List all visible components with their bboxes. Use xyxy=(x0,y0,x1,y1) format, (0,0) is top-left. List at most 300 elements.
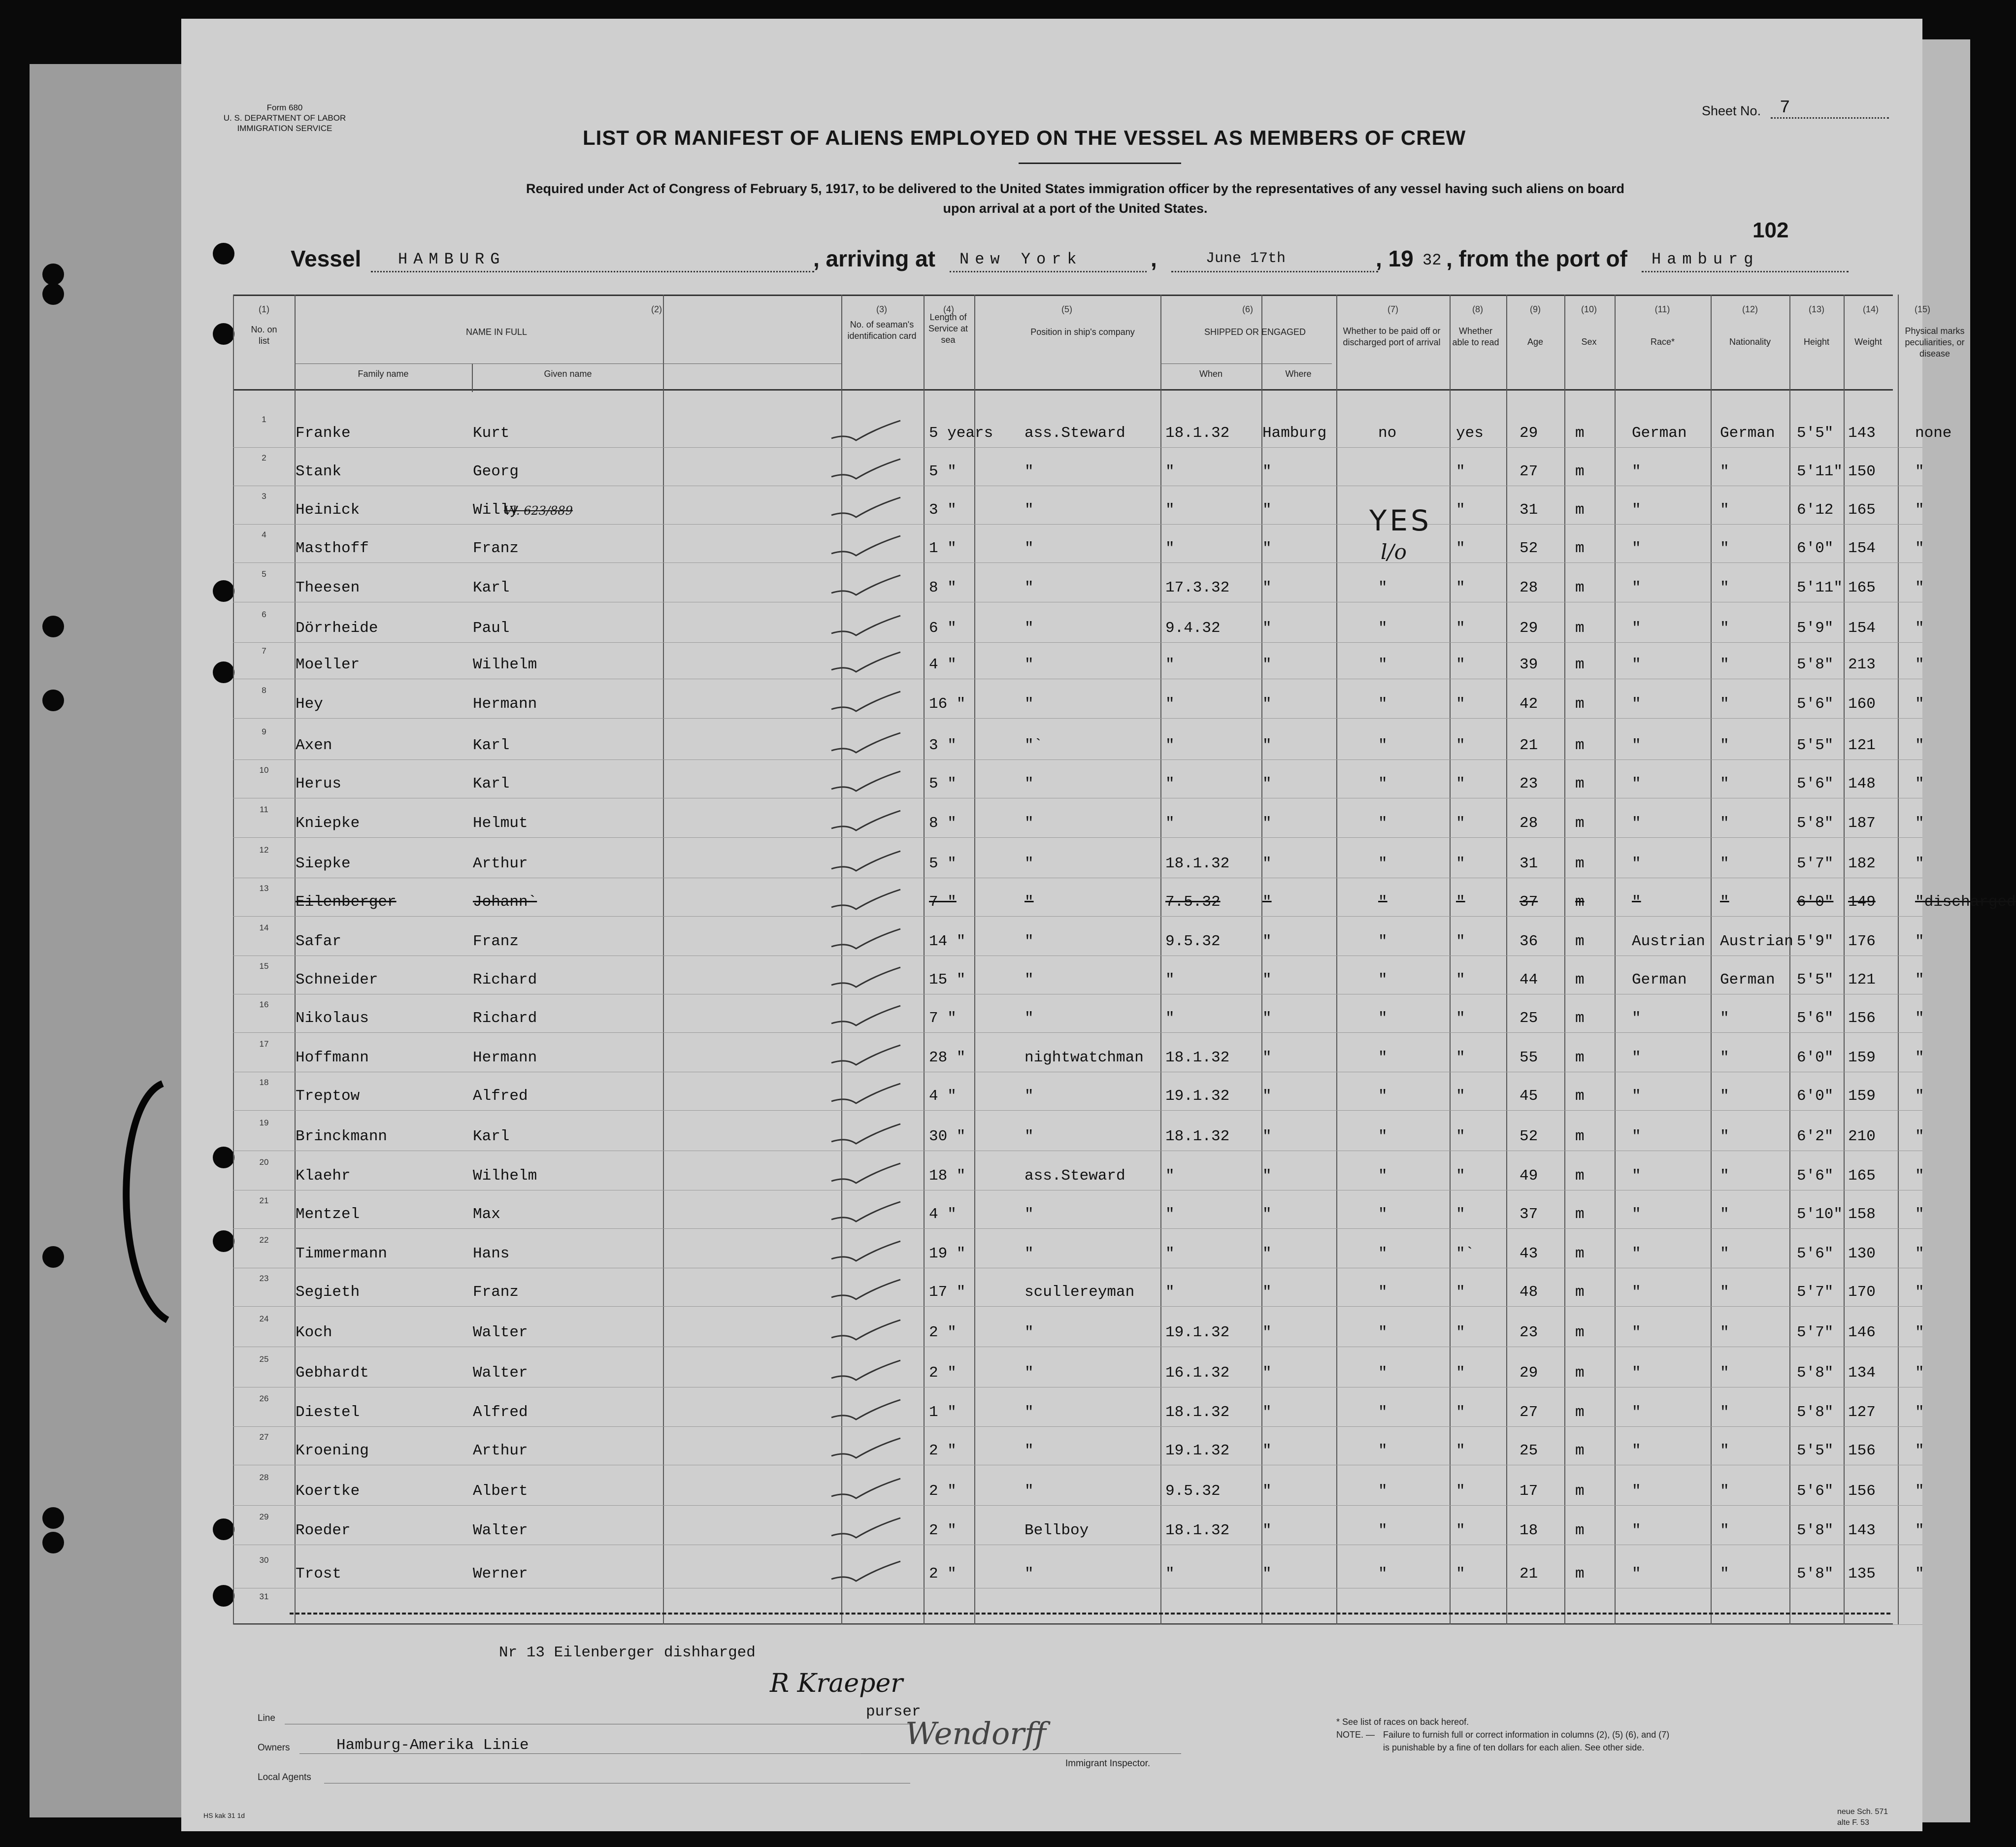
purser-label: purser xyxy=(866,1703,921,1720)
cell-paid: " xyxy=(1378,737,1388,754)
line-label: Line xyxy=(258,1713,275,1723)
cell-height: 6'12 xyxy=(1797,501,1834,519)
cell-weight: 213 xyxy=(1848,656,1876,673)
cell-race: " xyxy=(1632,1088,1641,1105)
column-number: (12) xyxy=(1742,304,1758,314)
cell-nat: " xyxy=(1720,656,1729,673)
cell-read: " xyxy=(1456,1404,1465,1421)
cell-paid: " xyxy=(1378,1483,1388,1500)
cell-read: " xyxy=(1456,1010,1465,1027)
cell-sex: m xyxy=(1575,1128,1585,1145)
cell-family: Herus xyxy=(296,775,342,792)
cell-race: " xyxy=(1632,1206,1641,1223)
cell-when: " xyxy=(1165,463,1175,480)
race-note: * See list of races on back hereof. xyxy=(1336,1717,1469,1727)
cell-position: " xyxy=(1025,540,1034,557)
cell-sex: m xyxy=(1575,1049,1585,1066)
form-reference xyxy=(216,102,354,133)
row-rule xyxy=(233,759,1922,760)
cell-family: Koertke xyxy=(296,1483,360,1500)
cell-given: Franz xyxy=(473,540,519,557)
cell-marks: " xyxy=(1915,1167,1924,1185)
cell-nat: " xyxy=(1720,579,1729,596)
check-mark-icon xyxy=(826,1161,905,1191)
cell-given: Alfred xyxy=(473,1404,528,1421)
header-race: Race* xyxy=(1650,337,1675,347)
row-rule xyxy=(233,1306,1922,1307)
cell-read: " xyxy=(1456,775,1465,792)
cell-family: Timmermann xyxy=(296,1245,388,1262)
cell-sex: m xyxy=(1575,579,1585,596)
cell-where: " xyxy=(1262,1206,1272,1223)
column-number: (9) xyxy=(1530,304,1541,314)
row-number: 16 xyxy=(259,1000,269,1009)
cell-sex: m xyxy=(1575,1088,1585,1105)
cell-position: " xyxy=(1025,1483,1034,1500)
check-mark-icon xyxy=(826,888,905,917)
cell-nat: " xyxy=(1720,501,1729,519)
row-rule xyxy=(233,718,1922,719)
cell-where: " xyxy=(1262,1284,1272,1301)
cell-position: ass.Steward xyxy=(1025,1167,1125,1185)
cell-marks: " xyxy=(1915,1565,1924,1583)
cell-race: " xyxy=(1632,893,1641,911)
cell-service: 4 " xyxy=(929,1088,957,1105)
row-number: 21 xyxy=(259,1196,269,1205)
cell-position: " xyxy=(1025,620,1034,637)
cell-service: 7 " xyxy=(929,1010,957,1027)
row-number: 15 xyxy=(259,961,269,971)
purser-signature: R Kraeper xyxy=(770,1669,903,1698)
cell-when: 19.1.32 xyxy=(1165,1442,1230,1459)
cell-age: 29 xyxy=(1520,1364,1538,1382)
cell-family: Schneider xyxy=(296,971,378,989)
cell-position: " xyxy=(1025,855,1034,872)
cell-nat: German xyxy=(1720,425,1775,442)
cell-read: " xyxy=(1456,620,1465,637)
cell-given: Franz xyxy=(473,933,519,950)
cell-marks: " xyxy=(1915,1128,1924,1145)
header-given-name: Given name xyxy=(544,369,592,379)
cell-when: 9.4.32 xyxy=(1165,620,1221,637)
cell-height: 5'5" xyxy=(1797,737,1834,754)
cell-nat: " xyxy=(1720,1245,1729,1262)
cell-race: " xyxy=(1632,695,1641,713)
cell-height: 5'7" xyxy=(1797,1284,1834,1301)
row-number: 9 xyxy=(262,727,266,736)
cell-paid: " xyxy=(1378,775,1388,792)
cell-race: " xyxy=(1632,579,1641,596)
cell-when: 17.3.32 xyxy=(1165,579,1230,596)
owners-label: Owners xyxy=(258,1743,290,1753)
column-number: (11) xyxy=(1654,304,1670,314)
cell-paid: no xyxy=(1378,425,1397,442)
cell-height: 6'0" xyxy=(1797,893,1834,911)
row-rule xyxy=(233,524,1922,525)
cell-position: ass.Steward xyxy=(1025,425,1125,442)
cell-given: Hans xyxy=(473,1245,510,1262)
cell-sex: m xyxy=(1575,971,1585,989)
row-number: 27 xyxy=(259,1432,269,1442)
cell-paid: " xyxy=(1378,1324,1388,1341)
cell-marks: " xyxy=(1915,695,1924,713)
cell-age: 27 xyxy=(1520,463,1538,480)
cell-nat: " xyxy=(1720,1128,1729,1145)
cell-age: 21 xyxy=(1520,1565,1538,1583)
cell-sex: m xyxy=(1575,1167,1585,1185)
row-number: 26 xyxy=(259,1394,269,1403)
cell-given: Wilhelm xyxy=(473,656,537,673)
cell-paid: " xyxy=(1378,1128,1388,1145)
arriving-at: New York xyxy=(959,250,1083,268)
cell-service: 2 " xyxy=(929,1522,957,1539)
yes-sub-mark: l/o xyxy=(1381,540,1407,564)
check-mark-icon xyxy=(826,1358,905,1388)
punch-hole xyxy=(213,243,234,264)
cell-weight: 146 xyxy=(1848,1324,1876,1341)
row-number: 22 xyxy=(259,1235,269,1245)
cell-sex: m xyxy=(1575,540,1585,557)
cell-nat: " xyxy=(1720,1404,1729,1421)
table-column-rule xyxy=(1564,295,1565,1624)
cell-nat: " xyxy=(1720,737,1729,754)
header-weight: Weight xyxy=(1854,337,1882,347)
cell-age: 37 xyxy=(1520,893,1538,911)
column-number: (4) xyxy=(943,304,954,314)
closing-dash-line xyxy=(290,1613,1890,1615)
cell-age: 42 xyxy=(1520,695,1538,713)
row-number: 3 xyxy=(262,492,266,501)
cell-when: " xyxy=(1165,775,1175,792)
cell-given: Georg xyxy=(473,463,519,480)
cell-where: " xyxy=(1262,1442,1272,1459)
cell-nat: " xyxy=(1720,1088,1729,1105)
cell-position: " xyxy=(1025,1404,1034,1421)
cell-weight: 182 xyxy=(1848,855,1876,872)
cell-nat: " xyxy=(1720,695,1729,713)
cell-marks: " xyxy=(1915,1483,1924,1500)
service: IMMIGRATION SERVICE xyxy=(237,124,332,133)
row-rule xyxy=(233,1110,1922,1111)
cell-sex: m xyxy=(1575,1364,1585,1382)
cell-weight: 165 xyxy=(1848,579,1876,596)
cell-marks: " xyxy=(1915,501,1924,519)
cell-age: 37 xyxy=(1520,1206,1538,1223)
note-label: NOTE. — xyxy=(1336,1730,1375,1740)
cell-race: " xyxy=(1632,1284,1641,1301)
cell-age: 17 xyxy=(1520,1483,1538,1500)
row-rule xyxy=(233,1426,1922,1427)
cell-service: 14 " xyxy=(929,933,966,950)
cell-when: 18.1.32 xyxy=(1165,1404,1230,1421)
table-column-rule xyxy=(1450,295,1451,1624)
row-number: 31 xyxy=(259,1592,269,1601)
cell-age: 31 xyxy=(1520,501,1538,519)
column-number: (14) xyxy=(1862,304,1879,314)
cell-marks: " xyxy=(1915,737,1924,754)
check-mark-icon xyxy=(826,1082,905,1111)
cell-read: " xyxy=(1456,1206,1465,1223)
cell-where: " xyxy=(1262,1565,1272,1583)
cell-nat: " xyxy=(1720,1483,1729,1500)
cell-paid: " xyxy=(1378,1284,1388,1301)
cell-sex: m xyxy=(1575,855,1585,872)
cell-height: 5'8" xyxy=(1797,656,1834,673)
cell-sex: m xyxy=(1575,893,1585,911)
subtitle-line-2: upon arrival at a port of the United States. xyxy=(943,201,1208,216)
cell-weight: 160 xyxy=(1848,695,1876,713)
vessel-label: Vessel xyxy=(291,246,362,271)
row-number: 25 xyxy=(259,1354,269,1364)
row-number: 12 xyxy=(259,845,269,855)
header-no-on-list: No. on list xyxy=(251,325,277,346)
cell-paid: " xyxy=(1378,855,1388,872)
cell-family: Nikolaus xyxy=(296,1010,369,1027)
cell-race: German xyxy=(1632,971,1687,989)
cell-position: " xyxy=(1025,1088,1034,1105)
cell-height: 5'8" xyxy=(1797,1404,1834,1421)
cell-when: " xyxy=(1165,1565,1175,1583)
cell-race: " xyxy=(1632,501,1641,519)
cell-service: 2 " xyxy=(929,1442,957,1459)
cell-weight: 143 xyxy=(1848,425,1876,442)
table-column-rule xyxy=(924,295,925,1624)
cell-nat: " xyxy=(1720,1010,1729,1027)
check-mark-icon xyxy=(826,809,905,838)
cell-marks: " xyxy=(1915,1442,1924,1459)
cell-height: 5'9" xyxy=(1797,620,1834,637)
cell-weight: 121 xyxy=(1848,971,1876,989)
check-mark-icon xyxy=(826,534,905,563)
cell-given: Albert xyxy=(473,1483,528,1500)
header-shipped: SHIPPED OR ENGAGED xyxy=(1204,327,1306,337)
cell-service: 5 " xyxy=(929,463,957,480)
cell-nat: " xyxy=(1720,620,1729,637)
cell-paid: " xyxy=(1378,579,1388,596)
row-number: 20 xyxy=(259,1157,269,1167)
cell-position: " xyxy=(1025,933,1034,950)
cell-family: Klaehr xyxy=(296,1167,351,1185)
cell-age: 28 xyxy=(1520,579,1538,596)
alte-reference: alte F. 53 xyxy=(1837,1818,1869,1827)
cell-paid: " xyxy=(1378,1245,1388,1262)
cell-height: 5'6" xyxy=(1797,1483,1834,1500)
cell-age: 31 xyxy=(1520,855,1538,872)
vessel-line xyxy=(371,271,814,272)
punch-hole xyxy=(213,661,234,683)
row-rule xyxy=(233,447,1922,448)
row-rule xyxy=(233,1505,1922,1506)
cell-service: 19 " xyxy=(929,1245,966,1262)
binder-hole xyxy=(42,1246,64,1268)
cell-sex: m xyxy=(1575,1324,1585,1341)
cell-given: Richard xyxy=(473,971,537,989)
table-column-rule xyxy=(1160,295,1161,1624)
cell-where: " xyxy=(1262,971,1272,989)
cell-age: 27 xyxy=(1520,1404,1538,1421)
check-mark-icon xyxy=(826,1318,905,1348)
cell-family: Siepke xyxy=(296,855,351,872)
cell-weight: 121 xyxy=(1848,737,1876,754)
cell-weight: 135 xyxy=(1848,1565,1876,1583)
cell-position: " xyxy=(1025,815,1034,832)
cell-read: " xyxy=(1456,893,1465,911)
cell-paid: " xyxy=(1378,1049,1388,1066)
cell-where: " xyxy=(1262,1522,1272,1539)
cell-race: " xyxy=(1632,1565,1641,1583)
cell-family: Dörrheide xyxy=(296,620,378,637)
cell-paid: " xyxy=(1378,1442,1388,1459)
binder-hole xyxy=(42,690,64,711)
cell-read: " xyxy=(1456,815,1465,832)
cell-position: "` xyxy=(1025,737,1043,754)
cell-marks: " xyxy=(1915,775,1924,792)
cell-given: Walter xyxy=(473,1364,528,1382)
cell-when: " xyxy=(1165,1284,1175,1301)
yes-stamp: YES xyxy=(1369,504,1432,537)
check-mark-icon xyxy=(826,1200,905,1229)
cell-age: 25 xyxy=(1520,1010,1538,1027)
cell-paid: " xyxy=(1378,656,1388,673)
cell-position: " xyxy=(1025,1206,1034,1223)
cell-marks: " xyxy=(1915,855,1924,872)
cell-when: 18.1.32 xyxy=(1165,1049,1230,1066)
row-number: 13 xyxy=(259,884,269,893)
cell-given: Willy xyxy=(473,501,519,519)
cell-height: 6'2" xyxy=(1797,1128,1834,1145)
cell-given: Walter xyxy=(473,1324,528,1341)
cell-paid: " xyxy=(1378,1364,1388,1382)
cell-where: " xyxy=(1262,1324,1272,1341)
cell-position: " xyxy=(1025,695,1034,713)
table-column-rule xyxy=(1789,295,1790,1624)
cell-service: 1 " xyxy=(929,1404,957,1421)
cell-service: 3 " xyxy=(929,501,957,519)
cell-weight: 158 xyxy=(1848,1206,1876,1223)
cell-service: 2 " xyxy=(929,1565,957,1583)
cell-read: " xyxy=(1456,1284,1465,1301)
date-line xyxy=(1171,271,1378,272)
cell-read: yes xyxy=(1456,425,1484,442)
cell-read: " xyxy=(1456,855,1465,872)
cell-position: scullereyman xyxy=(1025,1284,1135,1301)
cell-family: Heinick xyxy=(296,501,360,519)
cell-sex: m xyxy=(1575,501,1585,519)
check-mark-icon xyxy=(826,927,905,956)
cell-given: Karl xyxy=(473,737,510,754)
cell-given: Hermann xyxy=(473,695,537,713)
row-number: 7 xyxy=(262,646,266,656)
cell-weight: 149 xyxy=(1848,893,1876,911)
cell-given: Walter xyxy=(473,1522,528,1539)
cell-given: Arthur xyxy=(473,855,528,872)
table-column-rule xyxy=(1615,295,1616,1624)
cell-family: Franke xyxy=(296,425,351,442)
cell-marks: none xyxy=(1915,425,1952,442)
cell-when: " xyxy=(1165,695,1175,713)
cell-weight: 134 xyxy=(1848,1364,1876,1382)
cell-weight: 159 xyxy=(1848,1049,1876,1066)
cell-nat: " xyxy=(1720,1324,1729,1341)
cell-marks: " xyxy=(1915,579,1924,596)
cell-age: 45 xyxy=(1520,1088,1538,1105)
header-able-read: Whether able to read xyxy=(1452,326,1499,347)
binder-hole xyxy=(42,264,64,285)
cell-marks: " xyxy=(1915,1049,1924,1066)
cell-position: " xyxy=(1025,971,1034,989)
cell-position: " xyxy=(1025,501,1034,519)
cell-nat: " xyxy=(1720,463,1729,480)
cell-family: Brinckmann xyxy=(296,1128,388,1145)
cell-read: " xyxy=(1456,971,1465,989)
cell-nat: " xyxy=(1720,893,1729,911)
cell-family: Diestel xyxy=(296,1404,360,1421)
cell-age: 44 xyxy=(1520,971,1538,989)
cell-marks: " xyxy=(1915,1088,1924,1105)
cell-where: " xyxy=(1262,1049,1272,1066)
header-length-service: Length of Service at sea xyxy=(928,312,968,345)
cell-age: 39 xyxy=(1520,656,1538,673)
binder-hole xyxy=(42,283,64,305)
cell-where: " xyxy=(1262,1167,1272,1185)
cell-position: " xyxy=(1025,656,1034,673)
cell-paid: " xyxy=(1378,893,1388,911)
table-column-rule xyxy=(295,295,296,1624)
cell-service: 15 " xyxy=(929,971,966,989)
cell-position: " xyxy=(1025,463,1034,480)
cell-height: 5'7" xyxy=(1797,1324,1834,1341)
cell-read: " xyxy=(1456,1049,1465,1066)
cell-race: " xyxy=(1632,815,1641,832)
row-rule xyxy=(233,837,1922,838)
cell-nat: " xyxy=(1720,1565,1729,1583)
header-nationality: Nationality xyxy=(1729,337,1771,347)
cell-age: 52 xyxy=(1520,540,1538,557)
cell-where: " xyxy=(1262,737,1272,754)
cell-weight: 156 xyxy=(1848,1483,1876,1500)
table-column-rule xyxy=(1336,295,1337,1624)
cell-race: " xyxy=(1632,1010,1641,1027)
cell-family: Mentzel xyxy=(296,1206,360,1223)
cell-marks: " xyxy=(1915,1010,1924,1027)
cell-read: " xyxy=(1456,1483,1465,1500)
cell-position: " xyxy=(1025,1442,1034,1459)
cell-weight: 156 xyxy=(1848,1442,1876,1459)
table-column-rule xyxy=(663,295,664,1624)
cell-given: Karl xyxy=(473,579,510,596)
cell-marks: " xyxy=(1915,1364,1924,1382)
cell-family: Axen xyxy=(296,737,332,754)
header-sex: Sex xyxy=(1581,337,1597,347)
cell-paid: " xyxy=(1378,1404,1388,1421)
subtitle-line-1: Required under Act of Congress of February 5, 1917, to be delivered to the United States immigration officer by the representatives of any vessel having such aliens on board xyxy=(526,181,1625,196)
table-column-rule xyxy=(233,295,234,1624)
cell-when: " xyxy=(1165,501,1175,519)
cell-race: German xyxy=(1632,425,1687,442)
cell-service: 5 " xyxy=(929,775,957,792)
cell-read: " xyxy=(1456,1167,1465,1185)
cell-position: " xyxy=(1025,1324,1034,1341)
row-rule xyxy=(233,1624,1922,1625)
cell-height: 5'8" xyxy=(1797,815,1834,832)
cell-when: " xyxy=(1165,656,1175,673)
cell-marks: " xyxy=(1915,971,1924,989)
table-column-rule xyxy=(1506,295,1507,1624)
cell-height: 5'9" xyxy=(1797,933,1834,950)
cell-paid: " xyxy=(1378,1167,1388,1185)
row-rule xyxy=(233,1032,1922,1033)
punch-hole xyxy=(213,580,234,602)
